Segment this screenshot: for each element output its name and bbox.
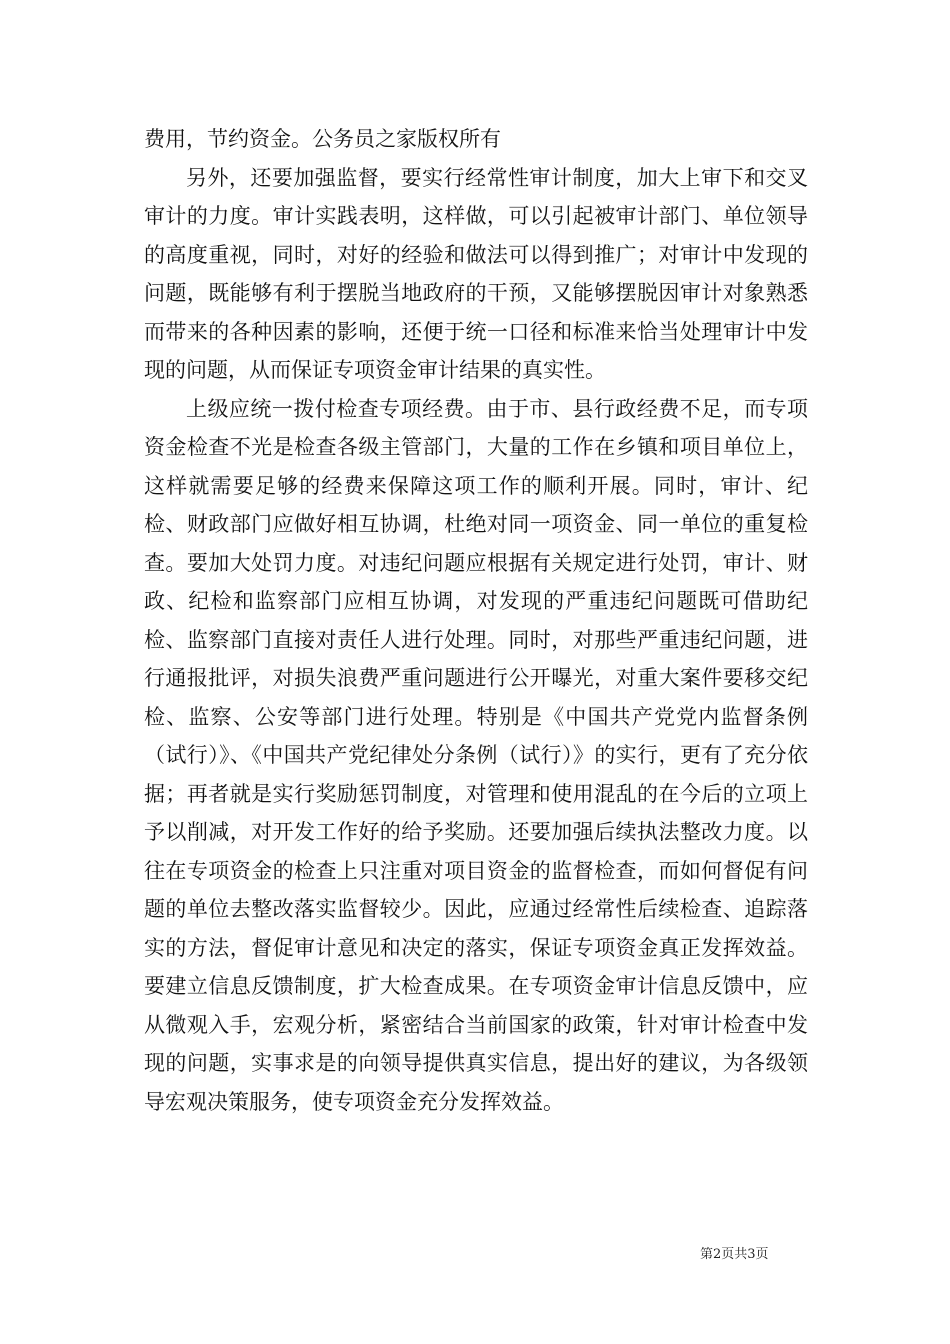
paragraph-2: 另外，还要加强监督，要实行经常性审计制度，加大上审下和交叉审计的力度。审计实践表明，这样做，可以引起被审计部门、单位领导的高度重视，同时，对好的经验和做法可以得到推广；对审计中发现的问题，既能够有利于摆脱当地政府的干预，又能够摆脱因审计对象熟悉而带来的各种因素的影响，还便于统一口径和标准来恰当处理审计中发现的问题，从而保证专项资金审计结果的真实性。 xyxy=(144,165,808,382)
document-body xyxy=(144,120,808,1121)
paragraph-1: 费用，节约资金。公务员之家版权所有 xyxy=(144,127,501,151)
page-number: 第2页共3页 xyxy=(700,1247,769,1262)
paragraph-3: 上级应统一拨付检查专项经费。由于市、县行政经费不足，而专项资金检查不光是检查各级主管部门，大量的工作在乡镇和项目单位上，这样就需要足够的经费来保障这项工作的顺利开展。同时，审计、纪检、财政部门应做好相互协调，杜绝对同一项资金、同一单位的重复检查。要加大处罚力度。对违纪问题应根据有关规定进行处罚，审计、财政、纪检和监察部门应相互协调，对发现的严重违纪问题既可借助纪检、监察部门直接对责任人进行处理。同时，对那些严重违纪问题，进行通报批评，对损失浪费严重问题进行公开曝光，对重大案件要移交纪检、监察、公安等部门进行处理。特别是《中国共产党党内监督条例（试行）》、《中国共产党纪律处分条例（试行）》的实行，更有了充分依据；再者就是实行奖励惩罚制度，对管理和使用混乱的在今后的立项上予以削减，对开发工作好的给予奖励。还要加强后续执法整改力度。以往在专项资金的检查上只注重对项目资金的监督检查，而如何督促有问题的单位去整改落实监督较少。因此，应通过经常性后续检查、追踪落实的方法，督促审计意见和决定的落实，保证专项资金真正发挥效益。要建立信息反馈制度，扩大检查成果。在专项资金审计信息反馈中，应从微观入手，宏观分析，紧密结合当前国家的政策，针对审计检查中发现的问题，实事求是的向领导提供真实信息，提出好的建议，为各级领导宏观决策服务，使专项资金充分发挥效益。 xyxy=(144,396,808,1114)
